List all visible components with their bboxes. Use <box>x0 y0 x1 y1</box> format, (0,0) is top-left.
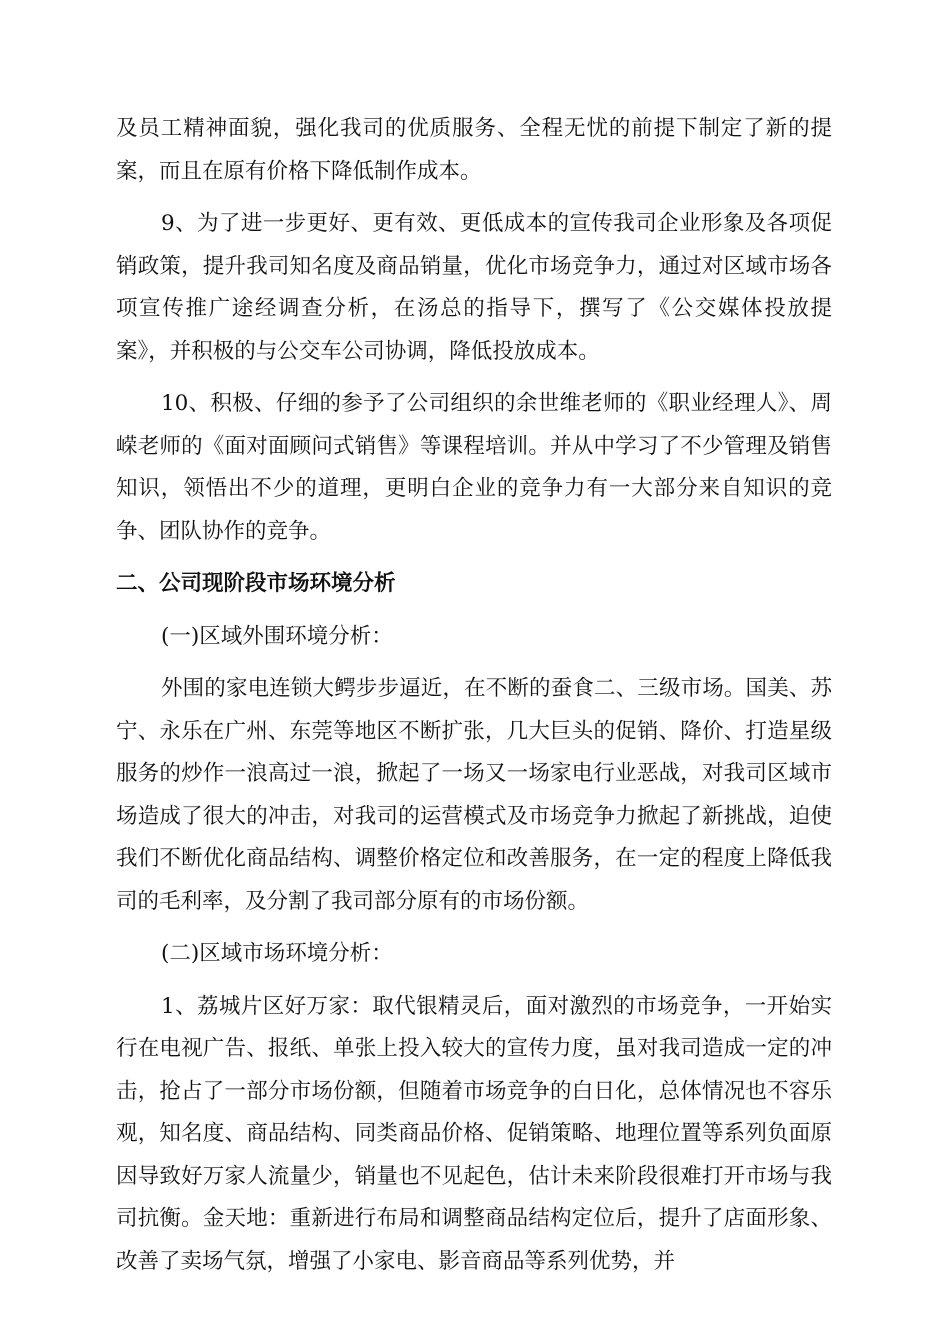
section-heading: 二、公司现阶段市场环境分析 <box>116 571 396 596</box>
paragraph-regional-analysis: 1、荔城片区好万家：取代银精灵后，面对激烈的市场竞争，一开始实行在电视广告、报纸、单张上投入较大的宣传力度，虽对我司造成一定的冲击，抢占了一部分市场份额，但随着市场竞争的白日化，总体情况也不容乐观，知名度、商品结构、同类商品价格、促销策略、地理位置等系列负面原因导致好万家人流量少，销量也不见起色，估计未来阶段很难打开市场与我司抗衡。金天地：重新进行布局和调整商品结构定位后，提升了店面形象、改善了卖场气氛，增强了小家电、影音商品等系列优势，并 <box>116 993 832 1274</box>
paragraph-item-9: 9、为了进一步更好、更有效、更低成本的宣传我司企业形象及各项促销政策，提升我司知名度及商品销量，优化市场竞争力，通过对区域市场各项宣传推广途经调查分析，在汤总的指导下，撰写了《公交媒体投放提案》，并积极的与公交车公司协调，降低投放成本。 <box>116 211 832 364</box>
document-body <box>116 108 832 1293</box>
paragraph-external-analysis: 外围的家电连锁大鳄步步逼近，在不断的蚕食二、三级市场。国美、苏宁、永乐在广州、东莞等地区不断扩张，几大巨头的促销、降价、打造星级服务的炒作一浪高过一浪，掀起了一场又一场家电行业恶战，对我司区域市场造成了很大的冲击，对我司的运营模式及市场竞争力掀起了新挑战，迫使我们不断优化商品结构、调整价格定位和改善服务，在一定的程度上降低我司的毛利率，及分割了我司部分原有的市场份额。 <box>116 676 832 914</box>
subsection-heading-regional: (二)区域市场环境分析： <box>161 941 393 966</box>
paragraph-continuation: 及员工精神面貌，强化我司的优质服务、全程无忧的前提下制定了新的提案，而且在原有价格下降低制作成本。 <box>116 116 832 184</box>
subsection-heading-external: (一)区域外围环境分析： <box>161 623 393 649</box>
paragraph-item-10: 10、积极、仔细的参予了公司组织的余世维老师的《职业经理人》、周嵘老师的《面对面顾问式销售》等课程培训。并从中学习了不少管理及销售知识，领悟出不少的道理，更明白企业的竞争力有一大部分来自知识的竞争、团队协作的竞争。 <box>116 391 832 544</box>
